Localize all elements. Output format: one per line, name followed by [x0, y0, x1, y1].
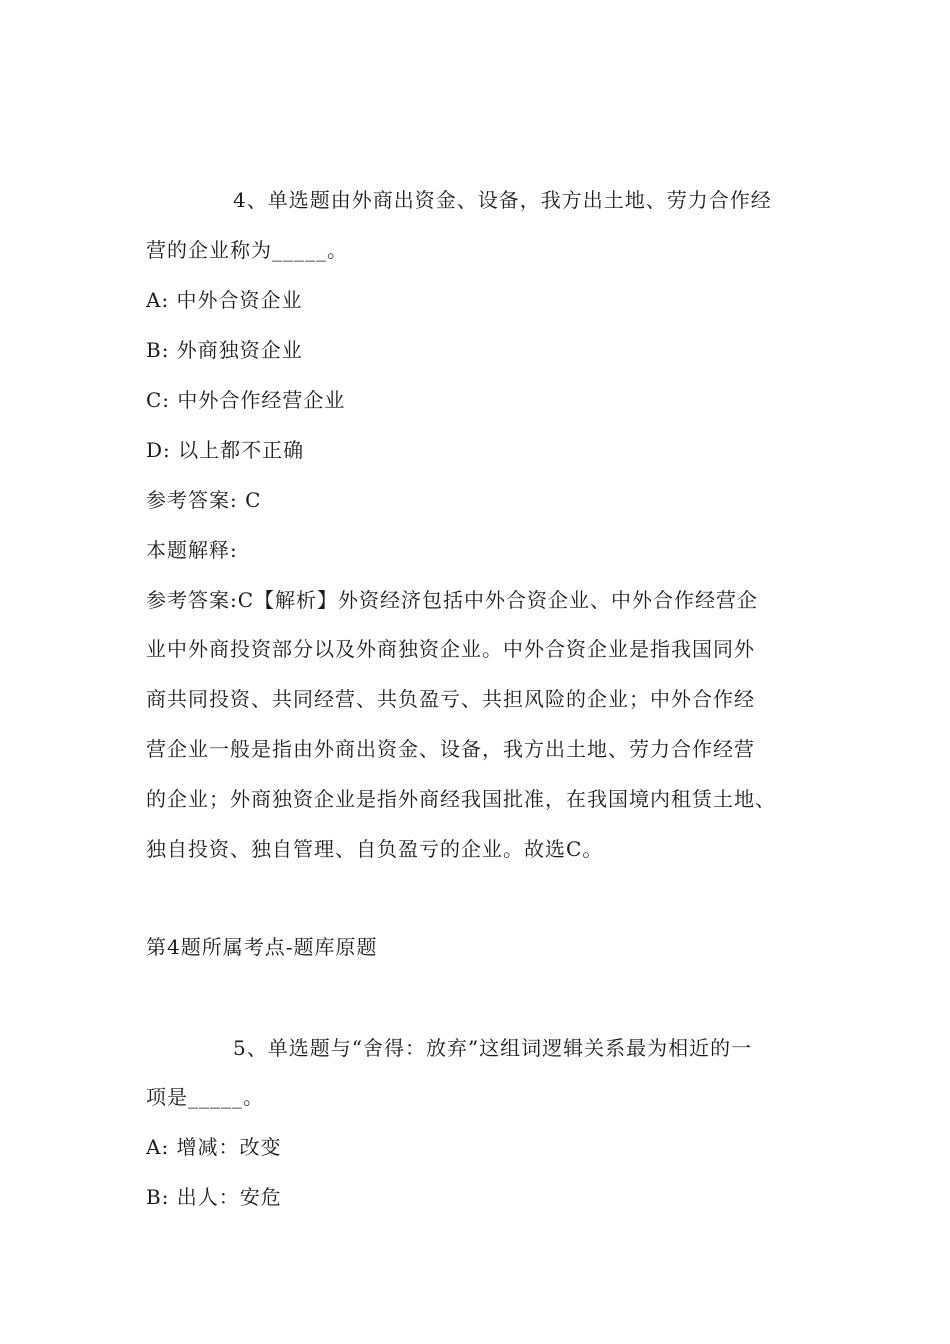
q4-stem-line-1: 4、单选题由外商出资金、设备，我方出土地、劳力合作经: [233, 188, 772, 212]
q4-explanation-line: 的企业；外商独资企业是指外商经我国批准，在我国境内租赁土地、: [146, 787, 776, 811]
q4-explanation-line: 独自投资、独自管理、自负盈亏的企业。故选C。: [146, 837, 604, 861]
q4-option-a: A: 中外合资企业: [146, 288, 303, 312]
q4-answer: 参考答案: C: [146, 488, 262, 512]
q5-stem-line-2: 项是_____。: [146, 1085, 264, 1109]
q5-option-b: B: 出人：安危: [146, 1185, 282, 1209]
q4-option-b: B: 外商独资企业: [146, 338, 303, 362]
q4-stem-line-2: 营的企业称为_____。: [146, 238, 348, 262]
q4-explanation-line: 参考答案:C【解析】外资经济包括中外合资企业、中外合作经营企: [146, 588, 759, 612]
q5-stem-line-1: 5、单选题与“舍得：放弃”这组词逻辑关系最为相近的一: [233, 1036, 753, 1060]
q4-explanation-label: 本题解释:: [146, 538, 238, 562]
q4-option-d: D: 以上都不正确: [146, 438, 305, 462]
q4-explanation-line: 商共同投资、共同经营、共负盈亏、共担风险的企业；中外合作经: [146, 687, 755, 711]
q4-explanation-line: 业中外商投资部分以及外商独资企业。中外合资企业是指我国同外: [146, 637, 755, 661]
q4-explanation-line: 营企业一般是指由外商出资金、设备，我方出土地、劳力合作经营: [146, 737, 755, 761]
q4-option-c: C: 中外合作经营企业: [146, 388, 346, 412]
q4-knowledge-point: 第4题所属考点-题库原题: [146, 935, 378, 959]
q5-option-a: A: 增减：改变: [146, 1135, 282, 1159]
